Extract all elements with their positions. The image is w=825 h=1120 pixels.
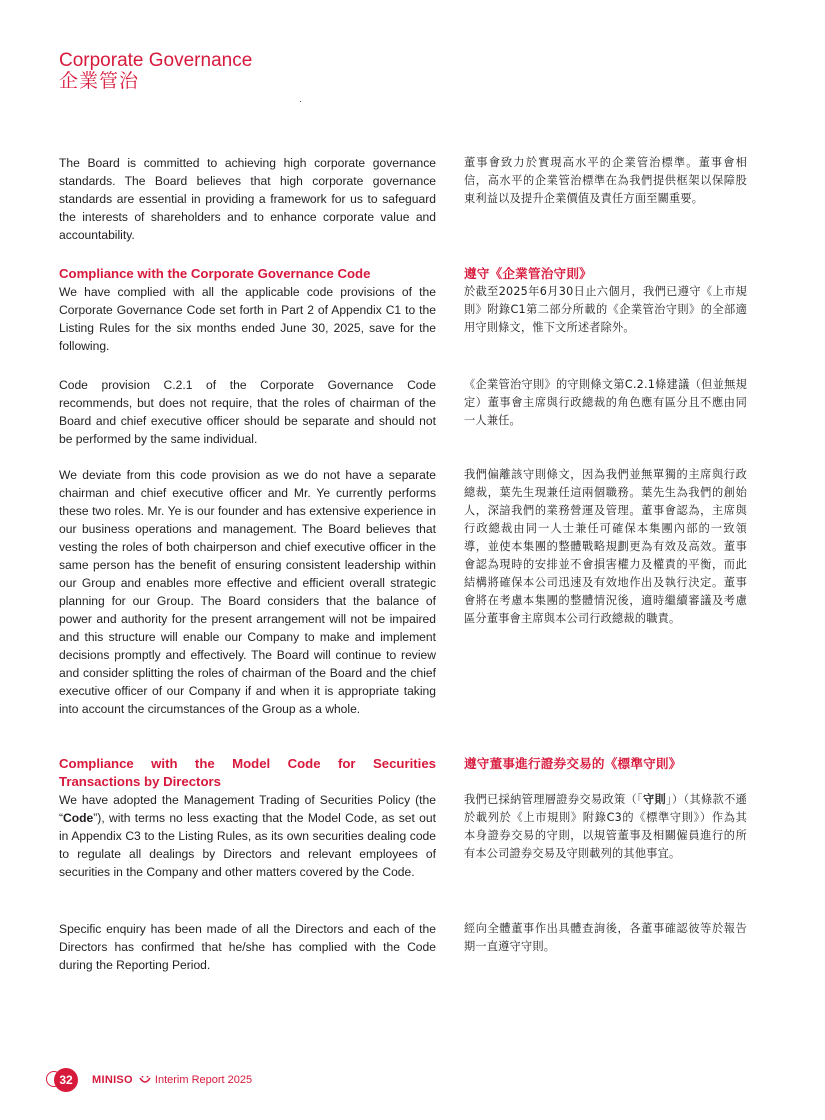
code-term-zh: 守則 — [642, 793, 667, 806]
section2-p1-zh — [464, 791, 747, 863]
section1-heading-zh-block — [464, 265, 747, 337]
section2-p1-zh-part-b: 」）（其條款不遜於載列於《上市規則》附錄C3的《標準守則》）作為其本身證券交易的守則，以規管董事及相關僱員進行的所有本公司證券交易及守則載列的其他事宜。 — [464, 793, 747, 860]
report-title: Interim Report 2025 — [154, 1074, 253, 1086]
brand-name: MINISO — [92, 1074, 133, 1086]
section2-heading-zh: 遵守董事進行證券交易的《標準守則》 — [464, 756, 682, 771]
intro-paragraph-zh: 董事會致力於實現高水平的企業管治標準。董事會相信，高水平的企業管治標準在為我們提供框架以保障股東利益以及提升企業價值及責任方面至關重要。 — [464, 156, 747, 205]
section1-p2-zh: 《企業管治守則》的守則條文第C.2.1條建議（但並無規定）董事會主席與行政總裁的角色應有區分且不應由同一人兼任。 — [464, 378, 747, 427]
section1-p3-en-block — [59, 466, 436, 718]
section1-heading-en-block — [59, 265, 436, 355]
section2-p2-en: Specific enquiry has been made of all the Directors and each of the Directors has confirmed that he/she has complied with the Code during the Reporting Period. — [59, 922, 436, 972]
section2-zh-block — [464, 755, 747, 863]
section2-p2-en-block — [59, 920, 436, 974]
page-number: 32 — [54, 1068, 78, 1092]
intro-en — [59, 154, 436, 244]
section1-p3-zh-block — [464, 466, 747, 628]
intro-paragraph-en: The Board is committed to achieving high corporate governance standards. The Board believes that high corporate governance standards are essential in providing a framework for us to safeguard the interests of shareholders and to enhance corporate value and accountability. — [59, 156, 436, 242]
page-footer — [46, 1068, 252, 1092]
section2-heading-en: Compliance with the Model Code for Securities Transactions by Directors — [59, 756, 436, 789]
smile-icon — [139, 1075, 151, 1085]
section1-p3-en: We deviate from this code provision as we do not have a separate chairman and chief executive officer and Mr. Ye currently performs these two roles. Mr. Ye is our founder and has extensive experience in our business operations and management. The Board believes that vesting the roles of both chairperson and chief executive officer in the same person has the benefit of ensuring consistent leadership within our Group and enables more effective and efficient overall strategic planning for our Group. The Board considers that the balance of power and authority for the present arrangement will not be impaired and this structure will enable our Company to make and implement decisions promptly and effectively. The Board will continue to review and consider splitting the roles of chairman of the Board and the chief executive officer of our Company if and when it is appropriate taking into account the circumstances of the Group as a whole. — [59, 468, 436, 716]
section1-p1-en: We have complied with all the applicable code provisions of the Corporate Governance Code set forth in Part 2 of Appendix C1 to the Listing Rules for the six months ended June 30, 2025, save for the following. — [59, 285, 436, 353]
section2-p1-en-part-b: ”), with terms no less exacting that the Model Code, as set out in Appendix C3 to the Listing Rules, as its own securities dealing code to regulate all dealings by Directors and relevant employees of securities in the Company and other matters covered by the Code. — [59, 811, 436, 879]
section2-p2-zh-block — [464, 920, 747, 956]
section1-p2-zh-block — [464, 376, 747, 430]
intro-zh — [464, 154, 747, 208]
code-term-en: Code — [63, 811, 94, 825]
section2-en-block — [59, 755, 436, 881]
section2-p1-en — [59, 791, 436, 881]
page-header — [59, 50, 252, 92]
page-title-en: Corporate Governance — [59, 50, 253, 71]
section1-p1-zh: 於截至2025年6月30日止六個月，我們已遵守《上市規則》附錄C1第二部分所載的《企業管治守則》的全部適用守則條文，惟下文所述者除外。 — [464, 285, 747, 334]
section2-p1-en-part-a: We have adopted the Management Trading of Securities Policy (the “ — [59, 793, 436, 825]
page-title-zh: 企業管治 — [59, 71, 140, 92]
section1-p2-en-block — [59, 376, 436, 448]
section1-p3-zh: 我們偏離該守則條文，因為我們並無單獨的主席與行政總裁，葉先生現兼任這兩個職務。葉先生為我們的創始人，深諳我們的業務營運及管理。董事會認為，主席與行政總裁由同一人士兼任可確保本集團內部的一致領導，並使本集團的整體戰略規劃更為有效及高效。董事會認為現時的安排並不會損害權力及權責的平衡，而此結構將確保本公司迅速及有效地作出及執行決定。董事會將在考慮本集團的整體情況後，適時繼續審議及考慮區分董事會主席與本公司行政總裁的職責。 — [464, 468, 747, 625]
decorative-dot — [300, 101, 301, 102]
page-number-badge — [46, 1068, 80, 1092]
section1-heading-en: Compliance with the Corporate Governance Code — [59, 266, 371, 281]
section1-heading-zh: 遵守《企業管治守則》 — [464, 266, 592, 281]
section2-p1-zh-part-a: 我們已採納管理層證券交易政策（「 — [464, 793, 643, 806]
section2-p2-zh: 經向全體董事作出具體查詢後，各董事確認彼等於報告期一直遵守守則。 — [464, 922, 747, 953]
section1-p2-en: Code provision C.2.1 of the Corporate Governance Code recommends, but does not require, that the roles of chairman of the Board and chief executive officer should be separate and should not be performed by the same individual. — [59, 378, 436, 446]
